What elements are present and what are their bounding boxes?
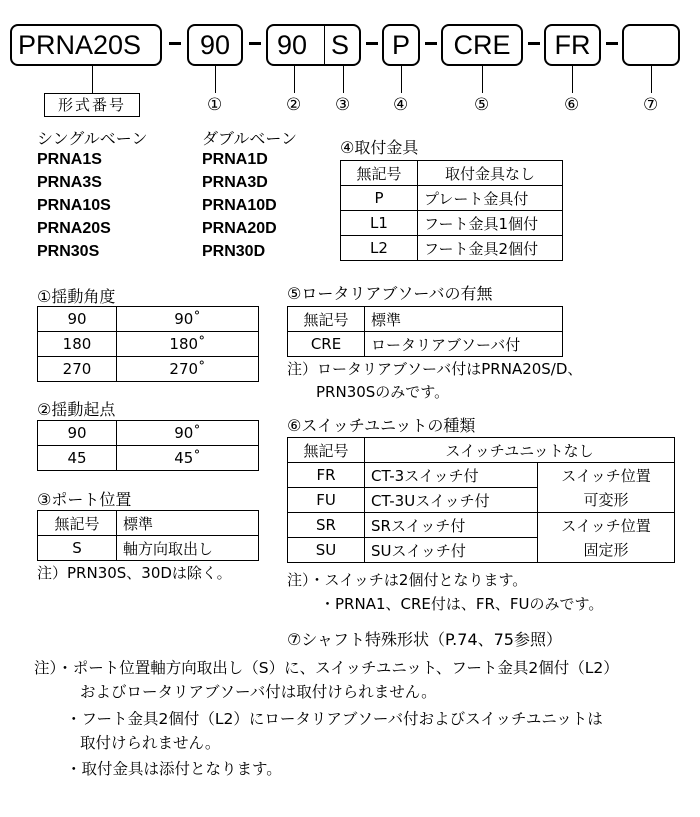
table-row	[38, 536, 259, 561]
code-dash	[528, 42, 540, 45]
table-row	[38, 446, 259, 471]
marker-5: ⑤	[474, 95, 490, 115]
table-row	[288, 463, 675, 488]
group-line: スイッチ位置	[561, 516, 651, 535]
connector-line	[294, 66, 295, 93]
table-cell: 無記号	[341, 161, 418, 186]
table-row	[38, 307, 259, 332]
note-line-5: ・取付金具は添付となります。	[66, 760, 282, 778]
connector-line	[651, 66, 652, 93]
code-dash	[366, 42, 378, 45]
table-cell: S	[38, 536, 117, 561]
table-cell: 無記号	[288, 438, 365, 463]
double-model-4: PRNA20D	[202, 220, 277, 237]
table-cell: P	[341, 186, 418, 211]
table-row	[38, 357, 259, 382]
fitting-title: ④取付金具	[340, 138, 419, 157]
shaft-label: ⑦シャフト特殊形状（P.74、75参照）	[287, 630, 562, 649]
table-cell: プレート金具付	[418, 186, 563, 211]
table-cell: 270˚	[117, 357, 259, 382]
switch-group-variable	[538, 463, 675, 513]
code-model: PRNA20S	[18, 30, 142, 60]
table-cell: SR	[288, 513, 365, 538]
table-cell: L1	[341, 211, 418, 236]
table-cell: 270	[38, 357, 117, 382]
table-row	[341, 236, 563, 261]
marker-4: ④	[393, 95, 409, 115]
table-row	[341, 186, 563, 211]
code-dash	[425, 42, 437, 45]
absorber-note-1: 注）ロータリアブソーバ付はPRNA20S/D、	[287, 360, 583, 378]
connector-line	[215, 66, 216, 93]
table-cell: L2	[341, 236, 418, 261]
code-absorber-box	[441, 24, 523, 66]
model-number-label	[44, 93, 140, 117]
single-model-2: PRNA3S	[37, 174, 102, 191]
code-angle-box	[187, 24, 243, 66]
code-port: S	[331, 30, 350, 60]
table-cell: CT-3Uスイッチ付	[365, 488, 538, 513]
table-cell: SRスイッチ付	[365, 513, 538, 538]
absorber-note-2: PRN30Sのみです。	[316, 383, 450, 401]
code-shaft-box	[622, 24, 680, 66]
start-table	[37, 420, 259, 471]
table-cell: CT-3スイッチ付	[365, 463, 538, 488]
table-cell: 90˚	[117, 421, 259, 446]
code-fitting-box	[382, 24, 420, 66]
table-cell: FR	[288, 463, 365, 488]
table-row	[288, 438, 675, 463]
group-line: 可変形	[583, 490, 629, 509]
code-model-box	[10, 24, 162, 66]
code-absorber: CRE	[453, 30, 511, 60]
switch-note-2: ・PRNA1、CRE付は、FR、FUのみです。	[320, 595, 604, 613]
model-number-label-text: 形式番号	[57, 96, 126, 114]
double-model-3: PRNA10D	[202, 197, 277, 214]
table-cell: ロータリアブソーバ付	[365, 332, 563, 357]
note-line-1: 注）・ポート位置軸方向取出し（S）に、スイッチユニット、フート金具2個付（L2）	[34, 659, 619, 677]
single-model-4: PRNA20S	[37, 220, 111, 237]
table-cell: 取付金具なし	[418, 161, 563, 186]
table-cell: 180	[38, 332, 117, 357]
code-start: 90	[277, 30, 308, 60]
angle-title: ①揺動角度	[37, 287, 116, 306]
absorber-table	[287, 306, 563, 357]
switch-group-fixed	[538, 513, 675, 563]
double-model-5: PRN30D	[202, 243, 266, 260]
table-cell: 無記号	[288, 307, 365, 332]
marker-3: ③	[335, 95, 351, 115]
single-model-3: PRNA10S	[37, 197, 111, 214]
note-line-2: およびロータリアブソーバ付は取付けられません。	[80, 683, 437, 701]
absorber-title: ⑤ロータリアブソーバの有無	[287, 284, 493, 303]
double-model-2: PRNA3D	[202, 174, 268, 191]
connector-line	[482, 66, 483, 93]
table-row	[288, 513, 675, 538]
table-row	[288, 332, 563, 357]
code-divider	[324, 26, 325, 64]
table-row	[38, 421, 259, 446]
switch-title: ⑥スイッチユニットの種類	[287, 416, 476, 435]
switch-table	[287, 437, 675, 563]
group-line: スイッチ位置	[561, 466, 651, 485]
start-title: ②揺動起点	[37, 400, 116, 419]
double-vane-header: ダブルベーン	[202, 129, 298, 148]
table-cell: 90	[38, 307, 117, 332]
code-fitting: P	[391, 30, 410, 60]
marker-7: ⑦	[643, 95, 659, 115]
table-cell: FU	[288, 488, 365, 513]
single-model-1: PRNA1S	[37, 151, 102, 168]
note-line-4: 取付けられません。	[80, 734, 221, 752]
single-vane-header: シングルベーン	[37, 129, 148, 148]
table-cell: 90˚	[117, 307, 259, 332]
table-cell: 45˚	[117, 446, 259, 471]
table-cell: 180˚	[117, 332, 259, 357]
group-line: 固定形	[583, 540, 629, 559]
table-cell: SU	[288, 538, 365, 563]
table-row	[341, 161, 563, 186]
fitting-table	[340, 160, 563, 261]
marker-1: ①	[207, 95, 223, 115]
code-switch: FR	[554, 30, 591, 60]
table-row	[288, 307, 563, 332]
table-row	[38, 511, 259, 536]
switch-note-1: 注）・スイッチは2個付となります。	[287, 571, 528, 589]
table-cell: 無記号	[38, 511, 117, 536]
table-cell: 90	[38, 421, 117, 446]
port-table	[37, 510, 259, 561]
table-cell: 標準	[365, 307, 563, 332]
table-cell: スイッチユニットなし	[365, 438, 675, 463]
table-row	[341, 211, 563, 236]
table-cell: 45	[38, 446, 117, 471]
code-switch-box	[544, 24, 601, 66]
table-cell: 標準	[117, 511, 259, 536]
table-cell: フート金具1個付	[418, 211, 563, 236]
connector-line	[401, 66, 402, 93]
note-line-3: ・フート金具2個付（L2）にロータリアブソーバ付およびスイッチユニットは	[66, 710, 603, 728]
table-cell: SUスイッチ付	[365, 538, 538, 563]
connector-line	[572, 66, 573, 93]
code-dash	[249, 42, 261, 45]
table-cell: 軸方向取出し	[117, 536, 259, 561]
connector-line	[92, 66, 93, 93]
marker-2: ②	[286, 95, 302, 115]
code-start-port-box	[266, 24, 361, 66]
double-model-1: PRNA1D	[202, 151, 268, 168]
port-note: 注）PRN30S、30Dは除く。	[37, 564, 232, 582]
angle-table	[37, 306, 259, 382]
port-title: ③ポート位置	[37, 490, 132, 509]
marker-6: ⑥	[564, 95, 580, 115]
code-dash	[169, 42, 181, 45]
code-dash	[606, 42, 618, 45]
code-angle: 90	[199, 30, 231, 60]
table-row	[38, 332, 259, 357]
table-cell: CRE	[288, 332, 365, 357]
single-model-5: PRN30S	[37, 243, 100, 260]
connector-line	[343, 66, 344, 93]
table-cell: フート金具2個付	[418, 236, 563, 261]
